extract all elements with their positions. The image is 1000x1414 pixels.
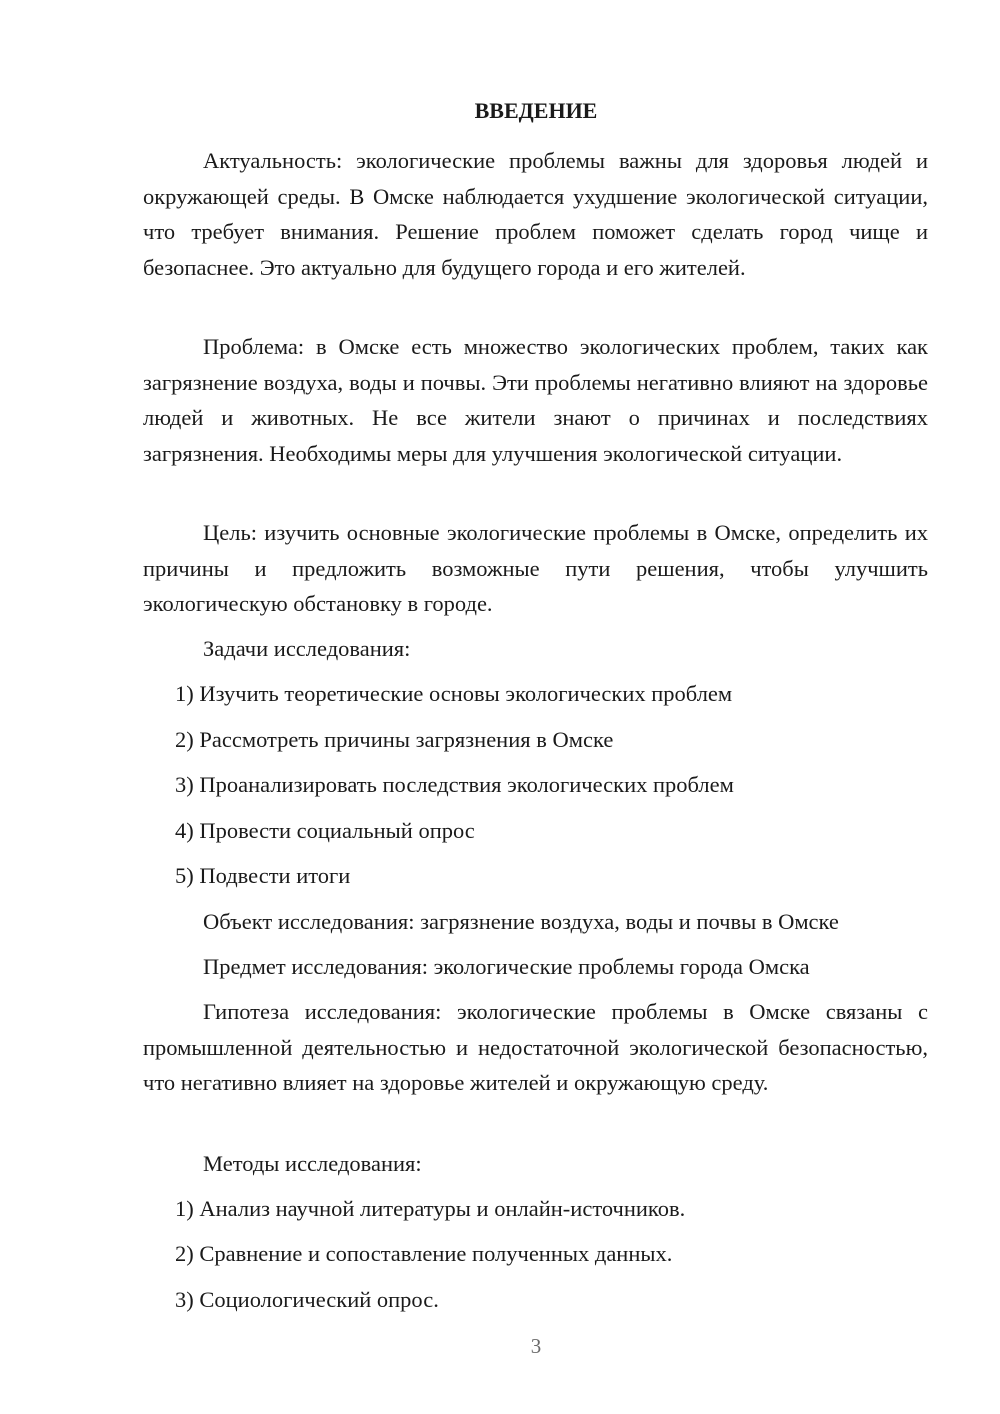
goal-paragraph: Цель: изучить основные экологические проблемы в Омске, определить их причины и предложить возможные пути решения, чтобы улучшить экологическую обстановку в городе. — [143, 520, 928, 616]
research-object: Объект исследования: загрязнение воздуха, воды и почвы в Омске — [203, 909, 839, 934]
method-item: 2) Сравнение и сопоставление полученных данных. — [175, 1241, 673, 1266]
tasks-heading: Задачи исследования: — [203, 636, 411, 661]
method-item: 3) Социологический опрос. — [175, 1287, 439, 1312]
task-item: 5) Подвести итоги — [175, 863, 351, 888]
task-item: 1) Изучить теоретические основы экологических проблем — [175, 681, 733, 706]
method-item: 1) Анализ научной литературы и онлайн-источников. — [175, 1196, 686, 1221]
task-item: 2) Рассмотреть причины загрязнения в Омске — [175, 727, 614, 752]
page-number: 3 — [530, 1334, 542, 1358]
methods-heading: Методы исследования: — [203, 1151, 422, 1176]
relevance-paragraph: Актуальность: экологические проблемы важны для здоровья людей и окружающей среды. В Омске наблюдается ухудшение экологической ситуации, что требует внимания. Решение проблем поможет сделать город чище и безопаснее. Это актуально для будущего города и его жителей. — [143, 148, 928, 280]
problem-paragraph: Проблема: в Омске есть множество экологических проблем, таких как загрязнение воздуха, воды и почвы. Эти проблемы негативно влияют на здоровье людей и животных. Не все жители знают о причинах и последствиях загрязнения. Необходимы меры для улучшения экологической ситуации. — [143, 334, 928, 466]
page-title: ВВЕДЕНИЕ — [474, 98, 598, 123]
research-subject: Предмет исследования: экологические проблемы города Омска — [203, 954, 810, 979]
task-item: 4) Провести социальный опрос — [175, 818, 475, 843]
task-item: 3) Проанализировать последствия экологических проблем — [175, 772, 734, 797]
hypothesis-paragraph: Гипотеза исследования: экологические проблемы в Омске связаны с промышленной деятельностью и недостаточной экологической безопасностью, что негативно влияет на здоровье жителей и окружающую среду. — [143, 999, 928, 1095]
